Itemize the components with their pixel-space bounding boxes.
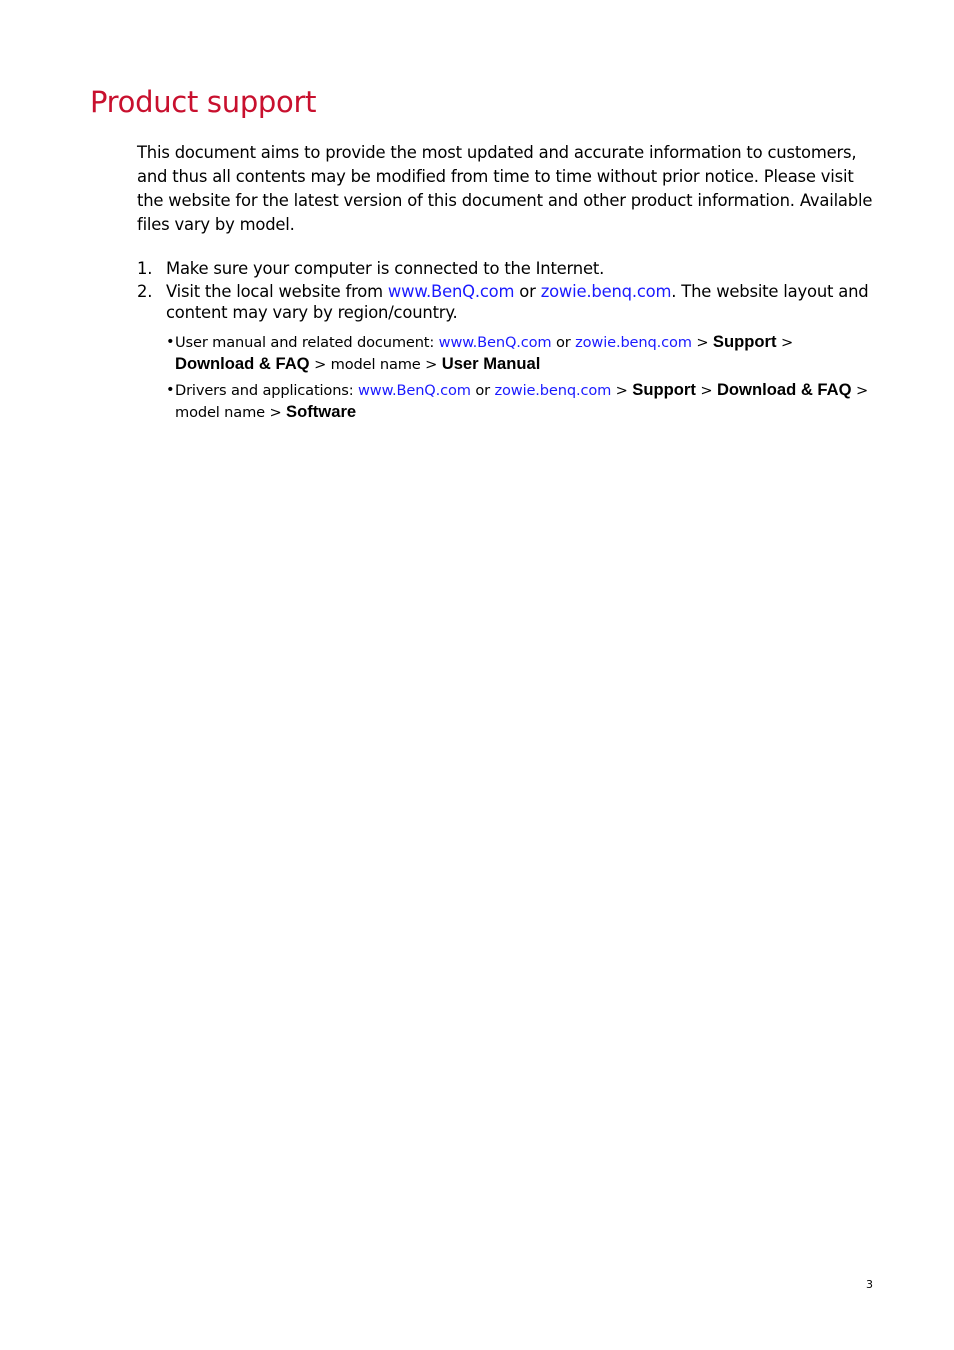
- separator: >: [856, 382, 869, 399]
- separator: >: [696, 334, 709, 351]
- benq-link[interactable]: www.BenQ.com: [438, 334, 552, 351]
- sub-list: [164, 331, 877, 423]
- sub-item-label: User manual and related document:: [175, 334, 435, 351]
- separator: >: [425, 356, 438, 373]
- or-text: or: [475, 382, 490, 399]
- bullet-icon: •: [166, 381, 175, 398]
- path-model-name: model name: [175, 404, 265, 421]
- benq-link[interactable]: www.BenQ.com: [387, 282, 515, 301]
- zowie-link[interactable]: zowie.benq.com: [494, 382, 612, 399]
- separator: >: [269, 404, 282, 421]
- benq-link[interactable]: www.BenQ.com: [358, 382, 471, 399]
- separator: >: [314, 356, 327, 373]
- step-2: [137, 281, 877, 423]
- separator: >: [700, 382, 713, 399]
- step-1: [137, 258, 877, 279]
- zowie-link[interactable]: zowie.benq.com: [575, 334, 692, 351]
- separator: >: [615, 382, 628, 399]
- zowie-link[interactable]: zowie.benq.com: [540, 282, 672, 301]
- or-text: or: [519, 282, 536, 301]
- step-number: 2.: [137, 282, 153, 301]
- separator: >: [781, 334, 794, 351]
- step-text-before: Visit the local website from: [166, 282, 383, 301]
- sub-item-user-manual: [164, 331, 877, 375]
- or-text: or: [556, 334, 571, 351]
- path-download-faq: Download & FAQ: [716, 380, 852, 399]
- step-text-after: . The website layout and content may vary by region/country.: [166, 282, 869, 322]
- path-user-manual: User Manual: [441, 354, 541, 373]
- step-text: Make sure your computer is connected to the Internet.: [166, 259, 605, 278]
- path-software: Software: [286, 402, 357, 421]
- path-support: Support: [712, 332, 777, 351]
- sub-item-label: Drivers and applications:: [175, 382, 354, 399]
- bullet-icon: •: [166, 333, 175, 350]
- path-support: Support: [632, 380, 696, 399]
- path-model-name: model name: [330, 356, 421, 373]
- sub-item-drivers: [164, 379, 877, 423]
- steps-list: [137, 258, 877, 427]
- page-title: Product support: [90, 85, 317, 119]
- page-number: 3: [866, 1278, 873, 1291]
- step-number: 1.: [137, 259, 153, 278]
- intro-paragraph: This document aims to provide the most updated and accurate information to customers, and thus all contents may be modified from time to time without prior notice. Please visit the website for the latest version of this document and other product information. Available files vary by model.: [137, 143, 873, 234]
- path-download-faq: Download & FAQ: [175, 354, 310, 373]
